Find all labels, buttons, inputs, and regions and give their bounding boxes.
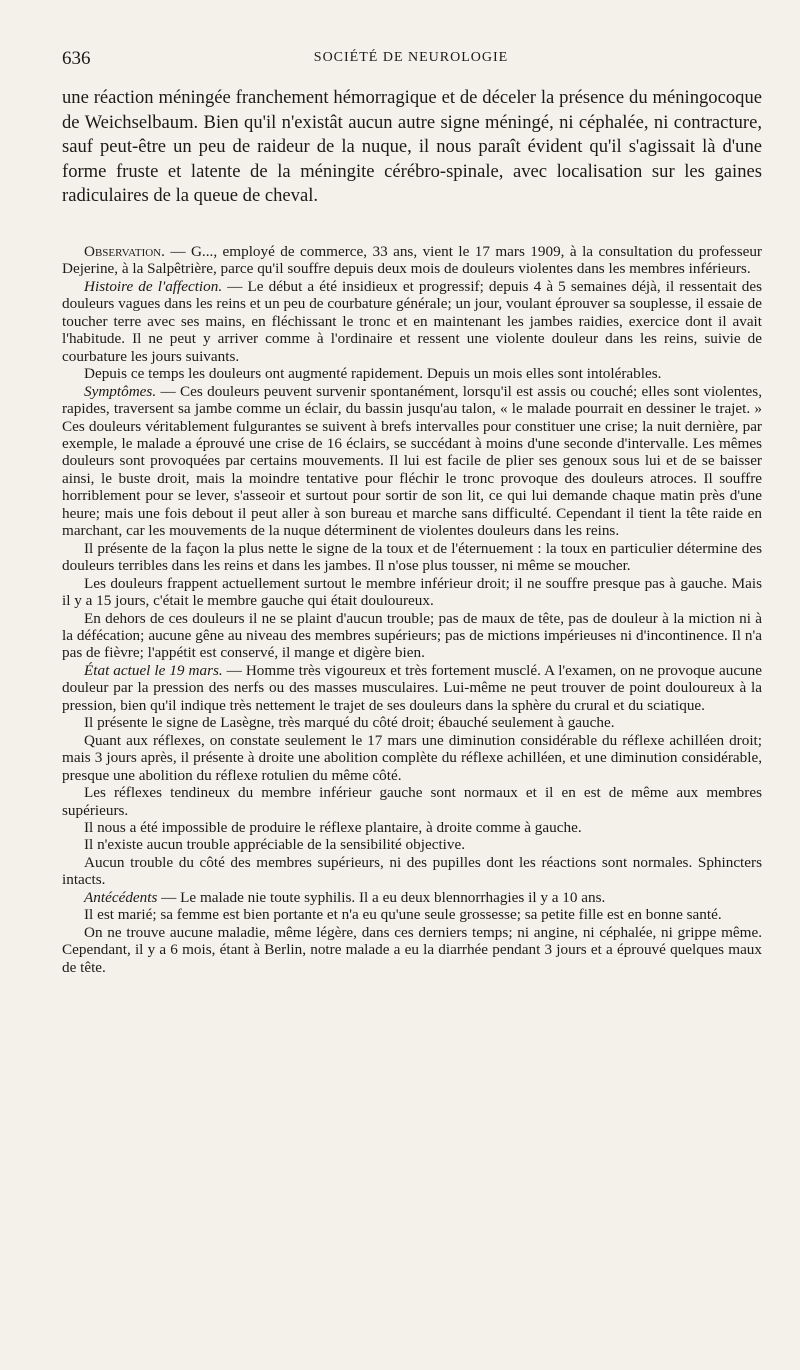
paragraph-text: Les douleurs frappent actuellement surtout le membre inférieur droit; il ne souffre presque pas à gauche. Mais il y a 15 jours, c'était le membre gauche qui était douloureux. [62, 574, 762, 610]
observation-paragraph [62, 906, 762, 923]
intro-paragraph: une réaction méningée franchement hémorragique et de déceler la présence du méningocoque de Weichselbaum. Bien qu'il n'existât aucun autre signe méningé, ni céphalée, ni contracture, sauf peut-être un peu de raideur de la nuque, il nous paraît évident qu'il s'agissait là d'une forme fruste et latente de la méningite cérébro-spinale, avec localisation sur les gaines radiculaires de la queue de cheval. [62, 87, 762, 207]
observation-paragraph [62, 383, 762, 540]
observation-paragraph [62, 540, 762, 575]
observation-paragraph [62, 575, 762, 610]
paragraph-lead: Antécédents [84, 888, 158, 906]
paragraph-text: Les réflexes tendineux du membre inférieur gauche sont normaux et il en est de même aux membres supérieurs. [62, 784, 762, 819]
paragraph-text: Il n'existe aucun trouble appréciable de la sensibilité objective. [84, 836, 466, 854]
observation-paragraph [62, 243, 762, 278]
intro-block [62, 86, 762, 209]
paragraph-text: — Le début a été insidieux et progressif; depuis 4 à 5 semaines déjà, il ressentait des douleurs vagues dans les reins et un peu de courbature générale; un jour, voulant éprouver sa souplesse, il essaie de toucher terre avec ses mains, en fléchissant le tronc et en maintenant les jambes raidies, exercice dont il avait l'habitude. Il ne peut y arriver comme à l'ordinaire et ressent une violente douleur dans les reins, suivie de courbature les jours suivants. [62, 277, 762, 365]
paragraph-text: En dehors de ces douleurs il ne se plaint d'aucun trouble; pas de maux de tête, pas de douleur à la miction ni à la défécation; aucune gêne au niveau des membres supérieurs; pas de mictions impérieuses ni d'incontinence. Il n'a pas de fièvre; l'appétit est conservé, il mange et digère bien. [62, 609, 762, 662]
paragraph-lead: Symptômes. [84, 382, 157, 400]
observation-block [62, 243, 762, 976]
observation-paragraph [62, 924, 762, 976]
paragraph-lead: Histoire de l'affection. [84, 277, 223, 295]
observation-paragraph [62, 278, 762, 365]
observation-paragraph [62, 836, 762, 853]
observation-paragraph [62, 819, 762, 836]
paragraph-text: — Le malade nie toute syphilis. Il a eu deux blennorrhagies il y a 10 ans. [157, 888, 606, 906]
observation-paragraph [62, 784, 762, 819]
page-header [62, 48, 760, 72]
observation-paragraph [62, 854, 762, 889]
paragraph-text: — Ces douleurs peuvent survenir spontanément, lorsqu'il est assis ou couché; elles sont violentes, rapides, traversent sa jambe comme un éclair, du bassin jusqu'au talon, « le malade pourrait en dessiner le trajet. » Ces douleurs véritablement fulgurantes se suivent à brefs intervalles pour constituer une crise; la nuit dernière, par exemple, le malade a éprouvé une crise de 16 éclairs, se succédant à moins d'une seconde d'intervalle. Les mêmes douleurs sont provoquées par certains mouvements. Il lui est facile de plier ses genoux sous lui et de se baisser ainsi, le buste droit, mais la moindre tentative pour fléchir le tronc provoque des douleurs atroces. Il souffre horriblement pour se lever, s'asseoir et surtout pour sortir de son lit, ce qui lui demande chaque matin près d'une heure; mais une fois debout il peut aller à son bureau et marche sans difficulté. Cependant il tient la tête raide en marchant, car les mouvements de la nuque déterminent de violentes douleurs dans les reins. [62, 382, 762, 540]
page-number: 636 [62, 48, 91, 69]
paragraph-text: — G..., employé de commerce, 33 ans, vient le 17 mars 1909, à la consultation du professeur Dejerine, à la Salpêtrière, parce qu'il souffre depuis deux mois de douleurs violentes dans les membres inférieurs. [62, 243, 762, 278]
paragraph-lead: Observation. [84, 243, 165, 260]
paragraph-text: Il présente le signe de Lasègne, très marqué du côté droit; ébauché seulement à gauche. [84, 714, 615, 732]
paragraph-text: — Homme très vigoureux et très fortement musclé. A l'examen, on ne provoque aucune douleur par la pression des nerfs ou des masses musculaires. Lui-même ne peut trouver de point douloureux à la pression, bien qu'il indique très nettement le trajet de ses douleurs dans la sphère du crural et du sciatique. [62, 661, 762, 714]
paragraph-text: Quant aux réflexes, on constate seulement le 17 mars une diminution considérable du réflexe achilléen droit; mais 3 jours après, il présente à droite une abolition complète du réflexe achilléen, et une diminution considérable, presque une abolition du réflexe rotulien du même côté. [62, 731, 762, 784]
paragraph-text: Il présente de la façon la plus nette le signe de la toux et de l'éternuement : la toux en particulier détermine des douleurs terribles dans les reins et dans les jambes. Il n'ose plus tousser, ni même se moucher. [62, 539, 762, 575]
running-head: SOCIÉTÉ DE NEUROLOGIE [313, 50, 509, 65]
observation-paragraph [62, 889, 762, 906]
observation-paragraph [62, 714, 762, 731]
observation-paragraph [62, 662, 762, 714]
observation-paragraph [62, 365, 762, 382]
paragraph-lead: État actuel le 19 mars. [84, 661, 223, 679]
observation-paragraph [62, 610, 762, 662]
paragraph-text: Depuis ce temps les douleurs ont augmenté rapidement. Depuis un mois elles sont intolérables. [84, 365, 662, 383]
paragraph-text: On ne trouve aucune maladie, même légère, dans ces derniers temps; ni angine, ni céphalée, ni grippe même. Cependant, il y a 6 mois, étant à Berlin, notre malade a eu la diarrhée pendant 3 jours et a éprouvé quelques maux de tête. [62, 923, 762, 976]
observation-paragraph [62, 732, 762, 784]
paragraph-text: Il nous a été impossible de produire le réflexe plantaire, à droite comme à gauche. [84, 818, 582, 836]
paragraph-text: Aucun trouble du côté des membres supérieurs, ni des pupilles dont les réactions sont normales. Sphincters intacts. [62, 853, 762, 889]
paragraph-text: Il est marié; sa femme est bien portante et n'a eu qu'une seule grossesse; sa petite fille est en bonne santé. [84, 906, 722, 924]
